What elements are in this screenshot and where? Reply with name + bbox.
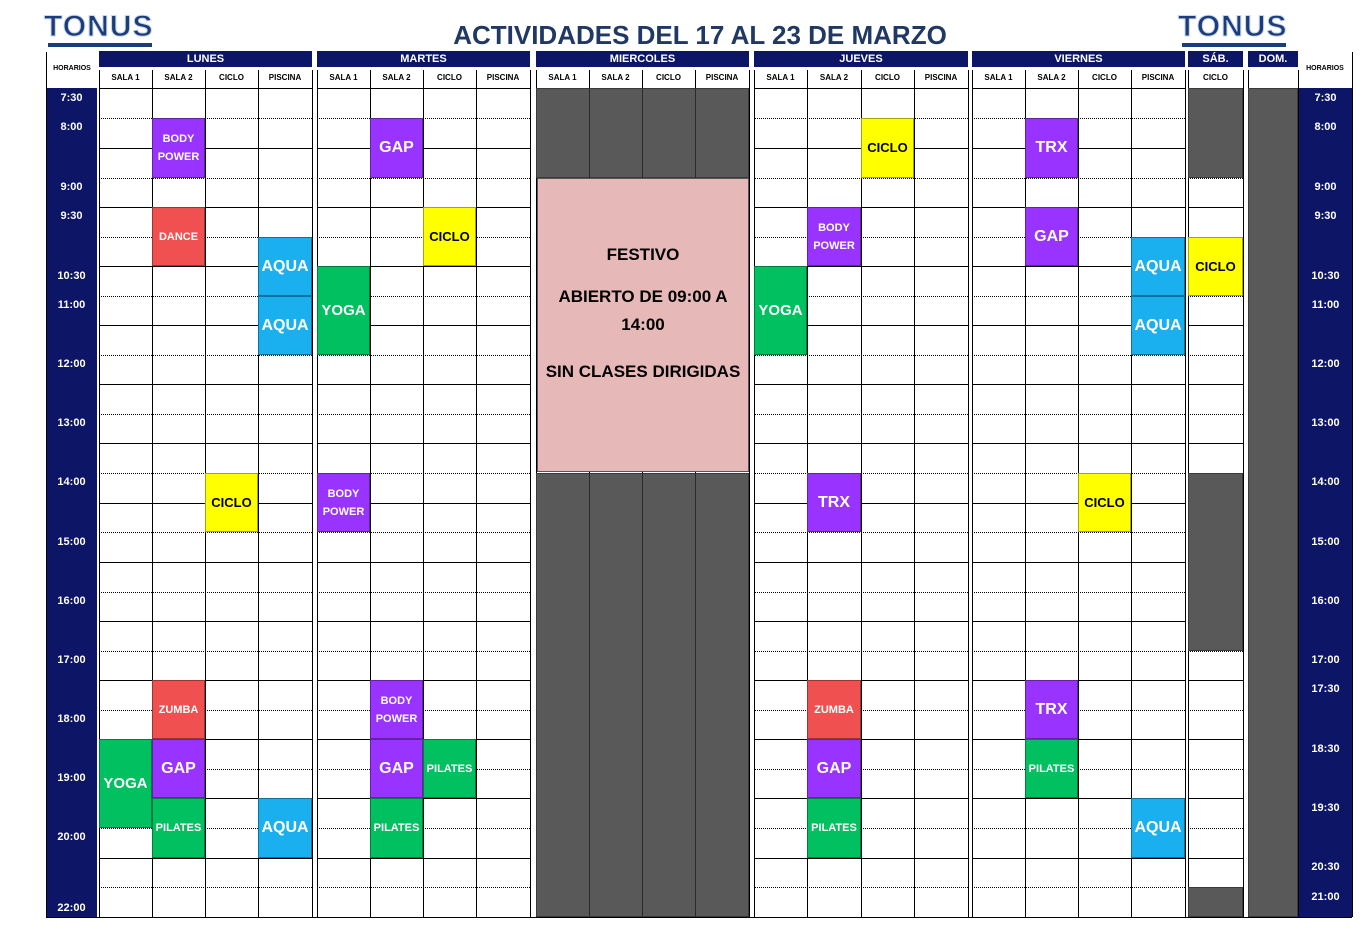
time-label-left: 22:00 <box>57 902 86 914</box>
day-header-3: JUEVES <box>754 51 968 67</box>
time-label-right: 16:00 <box>1311 595 1340 607</box>
col-line <box>968 70 969 917</box>
closed-block <box>1248 88 1298 917</box>
activity-block-aqua[interactable]: AQUA <box>1131 296 1185 355</box>
col-line <box>749 70 750 917</box>
time-label-right: 15:00 <box>1311 536 1340 548</box>
time-label-left: 8:00 <box>60 121 83 133</box>
time-label-left: 19:00 <box>57 772 86 784</box>
activity-block-aqua[interactable]: AQUA <box>1131 798 1185 858</box>
horarios-label-left: HORARIOS <box>53 65 91 72</box>
time-label-left: 11:00 <box>57 299 86 311</box>
col-line <box>695 473 696 917</box>
festivo-hours-2: 14:00 <box>621 315 665 334</box>
activity-block-body-power[interactable]: BODY POWER <box>370 680 423 739</box>
activity-block-pilates[interactable]: PILATES <box>370 798 423 858</box>
activity-block-yoga[interactable]: YOGA <box>99 739 152 828</box>
row-line <box>1188 858 1243 859</box>
activity-block-ciclo[interactable]: CICLO <box>205 473 258 532</box>
time-label-right: 9:00 <box>1314 181 1337 193</box>
col-line <box>914 70 915 917</box>
time-label-right: 9:30 <box>1314 210 1337 222</box>
festivo-title: FESTIVO <box>606 245 680 264</box>
horarios-label-right: HORARIOS <box>1306 65 1344 72</box>
activity-block-pilates[interactable]: PILATES <box>423 739 476 798</box>
festivo-hours-1: ABIERTO DE 09:00 A <box>558 287 728 306</box>
time-label-left: 17:00 <box>57 654 86 666</box>
logo-text-right: TONUS <box>1178 10 1288 43</box>
col-line <box>695 88 696 178</box>
sub-header-4-3: PISCINA <box>1141 73 1175 82</box>
col-line <box>258 70 259 917</box>
day-header-1: MARTES <box>317 51 530 67</box>
day-header-2: MIERCOLES <box>536 51 749 67</box>
logo-text: TONUS <box>44 10 154 43</box>
time-label-right: 20:30 <box>1311 861 1340 873</box>
activity-block-gap[interactable]: GAP <box>370 118 423 178</box>
activity-block-ciclo[interactable]: CICLO <box>1078 473 1131 532</box>
activity-block-aqua[interactable]: AQUA <box>258 296 312 355</box>
time-label-left: 14:00 <box>57 476 86 488</box>
sub-header-4-0: SALA 1 <box>984 73 1013 82</box>
row-line <box>1188 384 1243 385</box>
activity-block-ciclo[interactable]: CICLO <box>861 118 914 178</box>
row-line <box>1188 739 1243 740</box>
day-header-5: SÁB. <box>1188 51 1243 67</box>
sub-header-0-1: SALA 2 <box>164 73 193 82</box>
row-line <box>1188 680 1243 681</box>
activity-block-trx[interactable]: TRX <box>1025 680 1078 739</box>
sub-header-3-1: SALA 2 <box>819 73 849 82</box>
time-label-left: 15:00 <box>57 536 86 548</box>
time-label-right: 8:00 <box>1314 121 1337 133</box>
time-label-left: 20:00 <box>57 831 86 843</box>
sub-header-6-0 <box>1248 70 1298 86</box>
sub-header-4-1: SALA 2 <box>1037 73 1066 82</box>
time-label-left: 18:00 <box>57 713 86 725</box>
festivo-notice <box>537 178 749 472</box>
col-line <box>1243 70 1244 917</box>
time-label-right: 12:00 <box>1311 358 1340 370</box>
time-label-left: 12:00 <box>57 358 86 370</box>
time-label-right: 18:30 <box>1311 743 1340 755</box>
activity-block-zumba[interactable]: ZUMBA <box>807 680 861 739</box>
col-line <box>312 70 313 917</box>
activity-block-pilates[interactable]: PILATES <box>152 798 205 858</box>
activity-block-dance[interactable]: DANCE <box>152 207 205 266</box>
page-title: ACTIVIDADES DEL 17 AL 23 DE MARZO <box>453 20 947 50</box>
activity-block-zumba[interactable]: ZUMBA <box>152 680 205 739</box>
row-line <box>1188 651 1243 652</box>
festivo-no-classes: SIN CLASES DIRIGIDAS <box>545 362 741 381</box>
activity-block-ciclo[interactable]: CICLO <box>1188 237 1243 296</box>
sub-header-5-0: CICLO <box>1203 73 1228 82</box>
col-line <box>589 88 590 178</box>
sub-header-0-2: CICLO <box>219 73 244 82</box>
row-line <box>1188 207 1243 208</box>
activity-block-trx[interactable]: TRX <box>1025 118 1078 178</box>
row-line <box>1188 178 1243 179</box>
sub-header-3-3: PISCINA <box>924 73 958 82</box>
activity-block-gap[interactable]: GAP <box>1025 207 1078 266</box>
activity-block-gap[interactable]: GAP <box>152 739 205 798</box>
col-line <box>530 70 531 917</box>
closed-block <box>1188 473 1243 651</box>
time-label-right: 21:00 <box>1311 891 1340 903</box>
time-label-left: 9:00 <box>60 181 83 193</box>
sub-header-2-0: SALA 1 <box>548 73 577 82</box>
sub-header-3-2: CICLO <box>875 73 900 82</box>
sub-header-3-0: SALA 1 <box>766 73 795 82</box>
activity-block-pilates[interactable]: PILATES <box>1025 739 1078 798</box>
col-line <box>1352 52 1353 917</box>
col-line <box>972 70 973 917</box>
sub-header-2-2: CICLO <box>656 73 681 82</box>
col-line <box>1131 70 1132 917</box>
activity-block-body-power[interactable]: BODY POWER <box>807 207 861 266</box>
time-label-right: 17:30 <box>1311 683 1340 695</box>
col-line <box>642 88 643 178</box>
sub-header-4-2: CICLO <box>1092 73 1117 82</box>
day-header-6: DOM. <box>1248 51 1298 67</box>
activity-block-yoga[interactable]: YOGA <box>754 266 807 355</box>
activity-block-body-power[interactable]: BODY POWER <box>317 473 370 532</box>
activity-block-aqua[interactable]: AQUA <box>258 798 312 858</box>
row-line <box>1188 325 1243 326</box>
time-label-left: 16:00 <box>57 595 86 607</box>
time-label-left: 7:30 <box>60 92 83 104</box>
day-header-0: LUNES <box>99 51 312 67</box>
row-line <box>1188 769 1243 770</box>
col-line <box>589 473 590 917</box>
sub-header-0-0: SALA 1 <box>111 73 140 82</box>
time-label-left: 10:30 <box>57 270 86 282</box>
activity-block-trx[interactable]: TRX <box>807 473 861 532</box>
time-label-left: 9:30 <box>60 210 83 222</box>
row-line <box>1188 355 1243 356</box>
row-line <box>1188 443 1243 444</box>
row-line <box>1188 710 1243 711</box>
time-label-right: 14:00 <box>1311 476 1340 488</box>
row-line <box>1188 828 1243 829</box>
activity-block-gap[interactable]: GAP <box>807 739 861 798</box>
time-label-right: 13:00 <box>1311 417 1340 429</box>
activity-block-pilates[interactable]: PILATES <box>807 798 861 858</box>
sub-header-1-0: SALA 1 <box>329 73 358 82</box>
time-label-right: 19:30 <box>1311 802 1340 814</box>
time-label-right: 7:30 <box>1314 92 1337 104</box>
sub-header-0-3: PISCINA <box>268 73 302 82</box>
activity-block-ciclo[interactable]: CICLO <box>423 207 476 266</box>
day-header-4: VIERNES <box>972 51 1185 67</box>
sub-header-2-1: SALA 2 <box>601 73 630 82</box>
activity-block-aqua[interactable]: AQUA <box>1131 237 1185 296</box>
activity-block-body-power[interactable]: BODY POWER <box>152 118 205 178</box>
closed-block <box>1188 887 1243 917</box>
activity-block-yoga[interactable]: YOGA <box>317 266 370 355</box>
time-label-right: 10:30 <box>1311 270 1340 282</box>
sub-header-1-2: CICLO <box>437 73 462 82</box>
col-line <box>476 70 477 917</box>
closed-block <box>1188 88 1243 178</box>
time-label-right: 17:00 <box>1311 654 1340 666</box>
col-line <box>754 70 755 917</box>
col-line <box>1185 70 1186 917</box>
col-line <box>861 70 862 917</box>
col-line <box>1298 70 1299 917</box>
row-line <box>1188 296 1243 297</box>
row-line <box>1188 414 1243 415</box>
sub-header-2-3: PISCINA <box>705 73 739 82</box>
row-line <box>46 917 1352 918</box>
row-line <box>1188 798 1243 799</box>
time-label-right: 11:00 <box>1311 299 1340 311</box>
sub-header-1-3: PISCINA <box>486 73 520 82</box>
activity-block-aqua[interactable]: AQUA <box>258 237 312 296</box>
time-label-left: 13:00 <box>57 417 86 429</box>
col-line <box>642 473 643 917</box>
activity-block-gap[interactable]: GAP <box>370 739 423 798</box>
sub-header-1-1: SALA 2 <box>382 73 411 82</box>
